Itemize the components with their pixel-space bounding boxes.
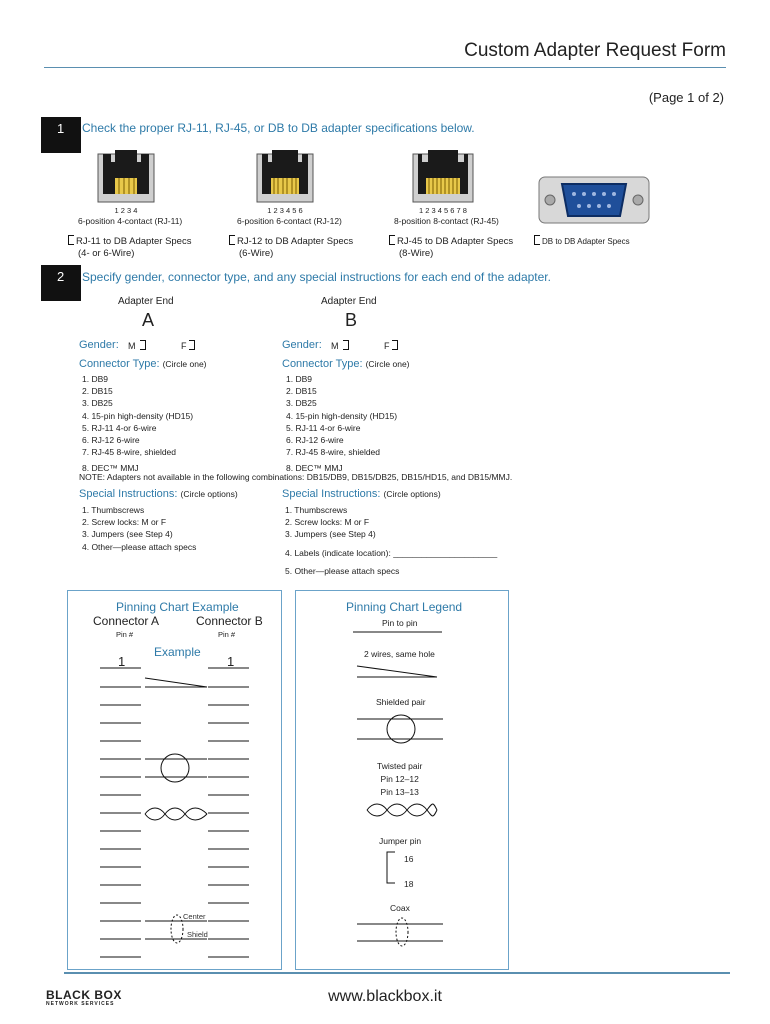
pin-a-heading: Pin # [116,630,134,639]
connector-b-5[interactable]: 5. RJ-11 4-or 6-wire [286,422,361,433]
gender-b-male-checkbox[interactable] [343,340,349,350]
step-1-instruction: Check the proper RJ-11, RJ-45, or DB to DB adapter specifications below. [82,121,475,135]
end-b-label: Adapter End [321,296,377,307]
rj11-jack-image [97,148,155,209]
legend-coax: Coax [390,903,410,913]
rj45-jack-image [412,148,474,209]
special-b-4[interactable]: 4. Labels (indicate location): ______________________ [285,547,498,558]
pinning-example-grid [67,590,282,970]
black-box-logo: BLACK BOX NETWORK SERVICES [46,988,122,1007]
step-1-marker: 1 [41,117,81,153]
footer-url[interactable]: www.blackbox.it [328,988,442,1005]
gender-b-female[interactable]: F [384,340,398,351]
coax-center-label: Center [183,912,206,921]
example-label: Example [154,645,201,659]
rj45-pins: 1 2 3 4 5 6 7 8 [419,206,467,215]
combination-note: NOTE: Adapters not available in the following combinations: DB15/DB9, DB15/DB25, DB15/HD15, and DB15/MMJ. [79,472,513,482]
special-a-1[interactable]: 1. Thumbscrews [82,505,145,515]
step-2-instruction: Specify gender, connector type, and any special instructions for each end of the adapter. [82,270,551,284]
rj11-checkbox[interactable] [68,235,74,245]
rj12-option[interactable]: RJ-12 to DB Adapter Specs (6-Wire) [229,235,353,260]
special-a-2[interactable]: 2. Screw locks: M or F [82,517,167,528]
special-b-3[interactable]: 3. Jumpers (see Step 4) [285,529,376,540]
connector-a-2[interactable]: 2. DB15 [82,386,113,397]
rj12-caption: 6-position 6-contact (RJ-12) [237,216,342,226]
connector-b-3[interactable]: 3. DB25 [286,398,317,409]
rj11-caption: 6-position 4-contact (RJ-11) [78,216,183,226]
special-a-3[interactable]: 3. Jumpers (see Step 4) [82,529,173,540]
pin-b-heading: Pin # [218,630,236,639]
example-pin-a: 1 [118,654,126,669]
legend-pin-to-pin: Pin to pin [382,618,418,628]
gender-b-female-checkbox[interactable] [392,340,398,350]
header-rule [44,67,726,68]
connector-type-b-label: Connector Type: (Circle one) [282,358,410,370]
pinning-example-title: Pinning Chart Example [116,600,239,614]
connector-a-7[interactable]: 7. RJ-45 8-wire, shielded [82,447,177,458]
legend-twisted-pair: Twisted pair Pin 12–12 Pin 13–13 [377,761,423,797]
connector-a-heading: Connector A [93,614,160,628]
special-b-1[interactable]: 1. Thumbscrews [285,505,348,515]
rj12-checkbox[interactable] [229,235,235,245]
connector-b-8[interactable]: 8. DEC™ MMJ [286,463,343,474]
connector-b-1[interactable]: 1. DB9 [286,374,312,384]
gender-b-label: Gender: [282,339,322,351]
connector-a-6[interactable]: 6. RJ-12 6-wire [82,435,140,446]
connector-b-heading: Connector B [196,614,263,628]
gender-a-male-checkbox[interactable] [140,340,146,350]
gender-a-label: Gender: [79,339,119,351]
connector-b-2[interactable]: 2. DB15 [286,386,317,397]
page-number: (Page 1 of 2) [648,90,724,105]
pinning-legend-title: Pinning Chart Legend [346,600,463,614]
rj12-pins: 1 2 3 4 5 6 [267,206,303,215]
connector-a-1[interactable]: 1. DB9 [82,374,108,384]
gender-a-female[interactable]: F [181,340,195,351]
rj11-pins: 1 2 3 4 [114,206,138,215]
legend-shielded-pair: Shielded pair [376,697,426,707]
gender-a-female-checkbox[interactable] [189,340,195,350]
connector-a-3[interactable]: 3. DB25 [82,398,113,409]
connector-b-4[interactable]: 4. 15-pin high-density (HD15) [286,410,398,421]
example-pin-b: 1 [227,654,235,669]
special-b-2[interactable]: 2. Screw locks: M or F [285,517,370,528]
connector-type-a-label: Connector Type: (Circle one) [79,358,207,370]
connector-b-7[interactable]: 7. RJ-45 8-wire, shielded [286,447,381,458]
db-checkbox[interactable] [534,235,540,245]
coax-shield-label: Shield [187,930,208,939]
step-2-marker: 2 [41,265,81,301]
db-connector-image [538,176,650,229]
legend-jumper-b: 18 [404,879,414,889]
rj12-jack-image [256,148,314,209]
legend-symbols [295,590,509,970]
special-b-label: Special Instructions: (Circle options) [282,488,441,500]
connector-a-4[interactable]: 4. 15-pin high-density (HD15) [82,410,194,421]
end-a-label: Adapter End [118,296,174,307]
footer-rule [64,972,730,974]
connector-a-5[interactable]: 5. RJ-11 4-or 6-wire [82,422,157,433]
end-a-letter: A [142,310,155,330]
form-title: Custom Adapter Request Form [464,40,726,61]
legend-two-wires: 2 wires, same hole [364,649,435,659]
special-b-5[interactable]: 5. Other—please attach specs [285,565,400,576]
special-a-label: Special Instructions: (Circle options) [79,488,238,500]
end-b-letter: B [345,310,358,330]
rj45-caption: 8-position 8-contact (RJ-45) [394,216,499,226]
special-list-a [82,504,196,553]
rj11-option[interactable]: RJ-11 to DB Adapter Specs (4- or 6-Wire) [68,235,191,260]
connector-list-a [82,373,193,475]
legend-jumper-a: 16 [404,854,414,864]
special-list-b [285,504,497,577]
rj45-checkbox[interactable] [389,235,395,245]
special-a-4[interactable]: 4. Other—please attach specs [82,541,197,552]
rj45-option[interactable]: RJ-45 to DB Adapter Specs (8-Wire) [389,235,513,260]
gender-b-male[interactable]: M [331,340,349,351]
connector-list-b [286,373,397,475]
connector-a-8[interactable]: 8. DEC™ MMJ [82,463,139,474]
db-option[interactable]: DB to DB Adapter Specs [534,235,630,246]
gender-a-male[interactable]: M [128,340,146,351]
connector-b-6[interactable]: 6. RJ-12 6-wire [286,435,344,446]
legend-jumper-pin: Jumper pin [379,836,422,846]
